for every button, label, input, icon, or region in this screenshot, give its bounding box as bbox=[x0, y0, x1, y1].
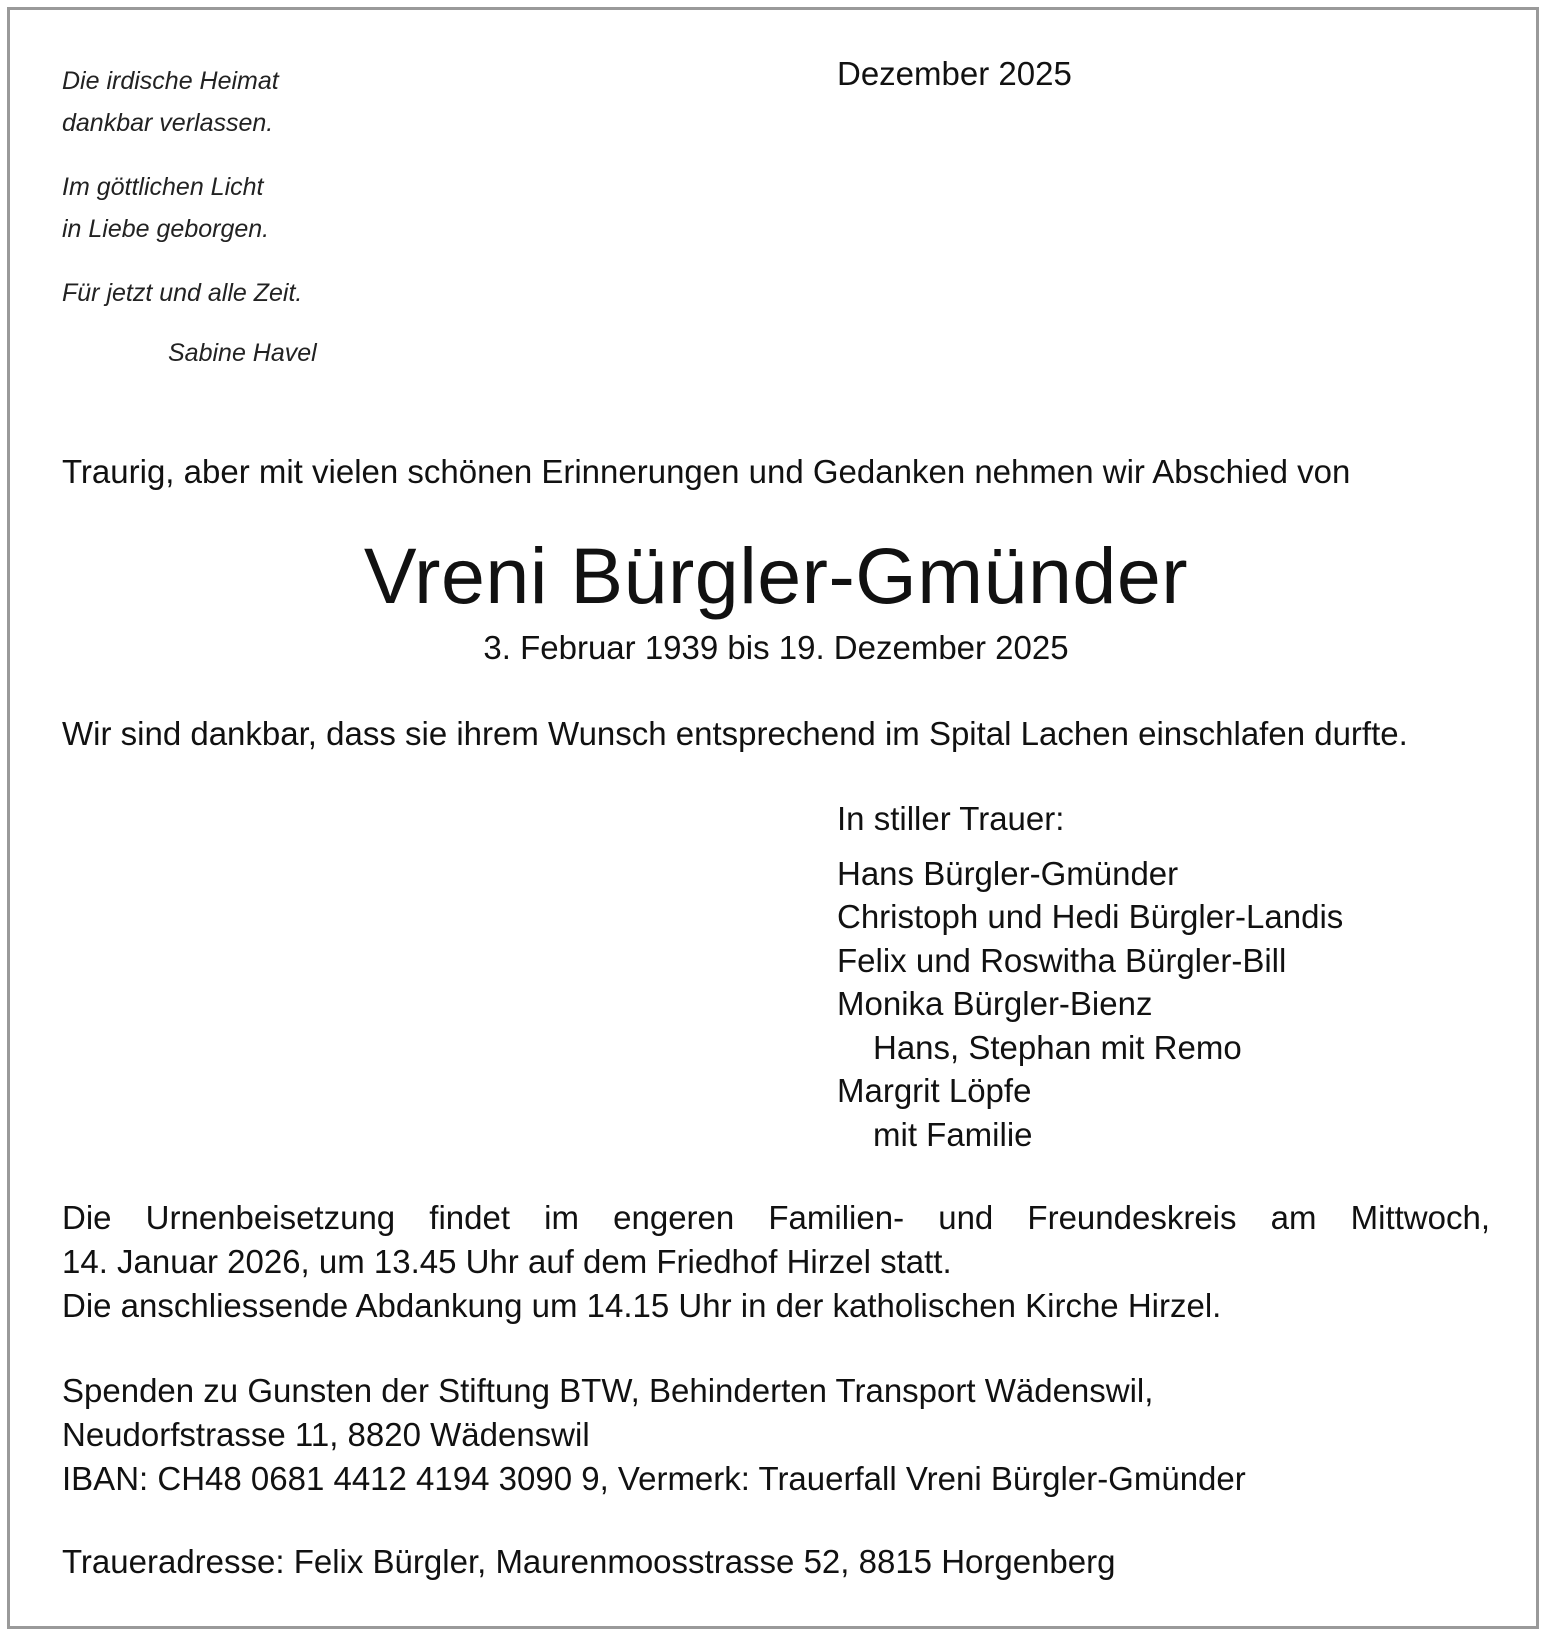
mourner-name: Monika Bürgler-Bienz bbox=[837, 985, 1153, 1022]
mourner-name: Hans Bürgler-Gmünder bbox=[837, 854, 1179, 892]
gratitude-text: Wir sind dankbar, dass sie ihrem Wunsch entsprechend im Spital Lachen einschlafen durfte. bbox=[62, 715, 1408, 752]
donation-iban: IBAN: CH48 0681 4412 4194 3090 9, Vermerk: Trauerfall Vreni Bürgler-Gmünder bbox=[62, 1460, 1246, 1497]
poem-line: Die irdische Heimat bbox=[62, 67, 279, 95]
mourners-heading: In stiller Trauer: bbox=[837, 800, 1065, 837]
mourner-name: Christoph und Hedi Bürgler-Landis bbox=[837, 898, 1344, 935]
donation-info bbox=[62, 1369, 1246, 1501]
mourner-name: Hans, Stephan mit Remo bbox=[873, 1028, 1242, 1066]
burial-info bbox=[62, 1196, 1490, 1328]
poem-author: Sabine Havel bbox=[168, 339, 317, 367]
poem-line: in Liebe geborgen. bbox=[62, 215, 270, 243]
poem-stanza-3 bbox=[62, 272, 317, 314]
burial-line: Die anschliessende Abdankung um 14.15 Uhr in der katholischen Kirche Hirzel. bbox=[62, 1287, 1222, 1324]
burial-line: 14. Januar 2026, um 13.45 Uhr auf dem Friedhof Hirzel statt. bbox=[62, 1243, 952, 1280]
mourner-name: mit Familie bbox=[873, 1115, 1033, 1153]
mourning-address: Traueradresse: Felix Bürgler, Maurenmoosstrasse 52, 8815 Horgenberg bbox=[62, 1543, 1116, 1580]
donation-line: Neudorfstrasse 11, 8820 Wädenswil bbox=[62, 1416, 590, 1453]
deceased-name: Vreni Bürgler-Gmünder bbox=[363, 531, 1189, 620]
mourner-name: Margrit Löpfe bbox=[837, 1072, 1032, 1109]
mourners-list bbox=[837, 797, 1343, 1156]
memorial-poem bbox=[62, 60, 317, 374]
header-date: Dezember 2025 bbox=[837, 55, 1072, 92]
poem-stanza-2 bbox=[62, 166, 317, 250]
mourner-name: Felix und Roswitha Bürgler-Bill bbox=[837, 941, 1287, 979]
poem-line: dankbar verlassen. bbox=[62, 109, 274, 137]
intro-text: Traurig, aber mit vielen schönen Erinnerungen und Gedanken nehmen wir Abschied von bbox=[62, 453, 1351, 490]
poem-line: Im göttlichen Licht bbox=[62, 173, 264, 201]
donation-line: Spenden zu Gunsten der Stiftung BTW, Behinderten Transport Wädenswil, bbox=[62, 1372, 1154, 1409]
burial-line: Die Urnenbeisetzung findet im engeren Familien- und Freundeskreis am Mittwoch, bbox=[62, 1199, 1490, 1236]
poem-stanza-1 bbox=[62, 60, 317, 144]
deceased-lifespan: 3. Februar 1939 bis 19. Dezember 2025 bbox=[483, 629, 1069, 666]
poem-line: Für jetzt und alle Zeit. bbox=[62, 279, 303, 307]
